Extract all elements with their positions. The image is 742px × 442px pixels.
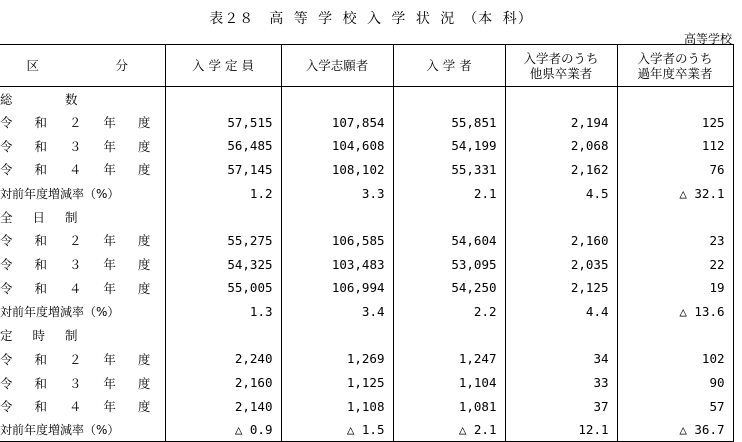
- value-cell: 23: [617, 229, 733, 253]
- row-label: 令 和 ２ 年 度: [0, 351, 160, 367]
- section-label: 全日制: [0, 209, 98, 225]
- value-cell: 57,515: [165, 110, 281, 134]
- row-label: 令 和 ２ 年 度: [0, 115, 160, 131]
- table-row: [0, 300, 733, 324]
- value-cell: 2,160: [165, 371, 281, 395]
- value-cell: 1.3: [165, 300, 281, 324]
- empty-cell: [617, 323, 733, 347]
- value-cell: 33: [505, 371, 617, 395]
- row-label: 令 和 ３ 年 度: [0, 375, 160, 391]
- empty-cell: [617, 87, 733, 111]
- value-cell: 1,081: [393, 394, 505, 418]
- value-cell: 103,483: [281, 252, 393, 276]
- header-past-graduates-line1: 入学者のうち: [637, 50, 713, 66]
- row-label: 令 和 ４ 年 度: [0, 162, 160, 178]
- section-row-part-time: [0, 323, 733, 347]
- header-other-prefecture: [505, 45, 617, 87]
- value-cell: 2.2: [393, 300, 505, 324]
- empty-cell: [281, 205, 393, 229]
- value-cell: 2,160: [505, 229, 617, 253]
- value-cell: 1.2: [165, 181, 281, 205]
- empty-cell: [617, 205, 733, 229]
- table-row: [0, 181, 733, 205]
- value-cell: 3.4: [281, 300, 393, 324]
- value-cell: 125: [617, 110, 733, 134]
- value-cell: 53,095: [393, 252, 505, 276]
- table-row: [0, 371, 733, 395]
- value-cell: 4.4: [505, 300, 617, 324]
- empty-cell: [505, 205, 617, 229]
- empty-cell: [165, 323, 281, 347]
- row-label: 対前年度増減率（%）: [0, 305, 120, 320]
- value-cell: △ 36.7: [617, 418, 733, 442]
- value-cell: 57: [617, 394, 733, 418]
- value-cell: 57,145: [165, 158, 281, 182]
- header-category: 区 分: [0, 45, 165, 87]
- value-cell: 2,068: [505, 134, 617, 158]
- row-label: 令 和 ４ 年 度: [0, 280, 160, 296]
- empty-cell: [393, 205, 505, 229]
- value-cell: 102: [617, 347, 733, 371]
- row-label: 令 和 ２ 年 度: [0, 233, 160, 249]
- empty-cell: [165, 87, 281, 111]
- section-row-total: [0, 87, 733, 111]
- value-cell: 34: [505, 347, 617, 371]
- value-cell: 2,125: [505, 276, 617, 300]
- value-cell: 2,035: [505, 252, 617, 276]
- table-row: [0, 418, 733, 442]
- enrollment-table: [0, 44, 734, 442]
- value-cell: 54,604: [393, 229, 505, 253]
- value-cell: 4.5: [505, 181, 617, 205]
- empty-cell: [165, 205, 281, 229]
- value-cell: 104,608: [281, 134, 393, 158]
- header-other-prefecture-line1: 入学者のうち: [523, 50, 599, 66]
- value-cell: 2,240: [165, 347, 281, 371]
- value-cell: 106,994: [281, 276, 393, 300]
- table-row: [0, 252, 733, 276]
- table-row: [0, 110, 733, 134]
- empty-cell: [393, 87, 505, 111]
- empty-cell: [281, 323, 393, 347]
- row-label: 令 和 ４ 年 度: [0, 399, 160, 415]
- value-cell: 1,108: [281, 394, 393, 418]
- value-cell: 22: [617, 252, 733, 276]
- value-cell: △ 13.6: [617, 300, 733, 324]
- table-row: [0, 276, 733, 300]
- unit-label: 高等学校: [683, 32, 732, 46]
- value-cell: 106,585: [281, 229, 393, 253]
- table-row: [0, 158, 733, 182]
- row-label: 対前年度増減率（%）: [0, 418, 165, 442]
- value-cell: 54,325: [165, 252, 281, 276]
- value-cell: 3.3: [281, 181, 393, 205]
- value-cell: 1,125: [281, 371, 393, 395]
- empty-cell: [505, 87, 617, 111]
- table-row: [0, 394, 733, 418]
- header-row: [0, 45, 733, 87]
- value-cell: 112: [617, 134, 733, 158]
- value-cell: 2,162: [505, 158, 617, 182]
- value-cell: 54,199: [393, 134, 505, 158]
- row-label: 令 和 ３ 年 度: [0, 257, 160, 273]
- value-cell: 54,250: [393, 276, 505, 300]
- table-body: [0, 87, 733, 442]
- value-cell: 1,269: [281, 347, 393, 371]
- value-cell: △ 32.1: [617, 181, 733, 205]
- value-cell: 1,247: [393, 347, 505, 371]
- value-cell: 2,194: [505, 110, 617, 134]
- value-cell: 76: [617, 158, 733, 182]
- header-enrolled: 入 学 者: [393, 45, 505, 87]
- value-cell: 56,485: [165, 134, 281, 158]
- value-cell: 55,851: [393, 110, 505, 134]
- row-label: 対前年度増減率（%）: [0, 186, 120, 201]
- value-cell: 1,104: [393, 371, 505, 395]
- section-label: 定時制: [0, 328, 98, 344]
- empty-cell: [505, 323, 617, 347]
- empty-cell: [281, 87, 393, 111]
- value-cell: 55,005: [165, 276, 281, 300]
- value-cell: 107,854: [281, 110, 393, 134]
- value-cell: 2.1: [393, 181, 505, 205]
- value-cell: 37: [505, 394, 617, 418]
- value-cell: 90: [617, 371, 733, 395]
- value-cell: 55,275: [165, 229, 281, 253]
- empty-cell: [393, 323, 505, 347]
- section-label: 総 数: [0, 91, 98, 107]
- value-cell: △ 2.1: [393, 418, 505, 442]
- row-label: 令 和 ３ 年 度: [0, 138, 160, 154]
- value-cell: 108,102: [281, 158, 393, 182]
- value-cell: 2,140: [165, 394, 281, 418]
- page-title: 表２８ 高 等 学 校 入 学 状 況 （本 科）: [209, 11, 533, 27]
- table-row: [0, 347, 733, 371]
- header-capacity: 入 学 定 員: [165, 45, 281, 87]
- value-cell: 19: [617, 276, 733, 300]
- header-past-graduates: [617, 45, 733, 87]
- header-applicants: 入学志願者: [281, 45, 393, 87]
- table-row: [0, 134, 733, 158]
- table-header: [0, 45, 733, 87]
- table-row: [0, 229, 733, 253]
- value-cell: △ 0.9: [165, 418, 281, 442]
- value-cell: 55,331: [393, 158, 505, 182]
- value-cell: △ 1.5: [281, 418, 393, 442]
- header-other-prefecture-line2: 他県卒業者: [529, 65, 593, 81]
- value-cell: 12.1: [505, 418, 617, 442]
- header-past-graduates-line2: 過年度卒業者: [637, 65, 713, 81]
- section-row-full-time: [0, 205, 733, 229]
